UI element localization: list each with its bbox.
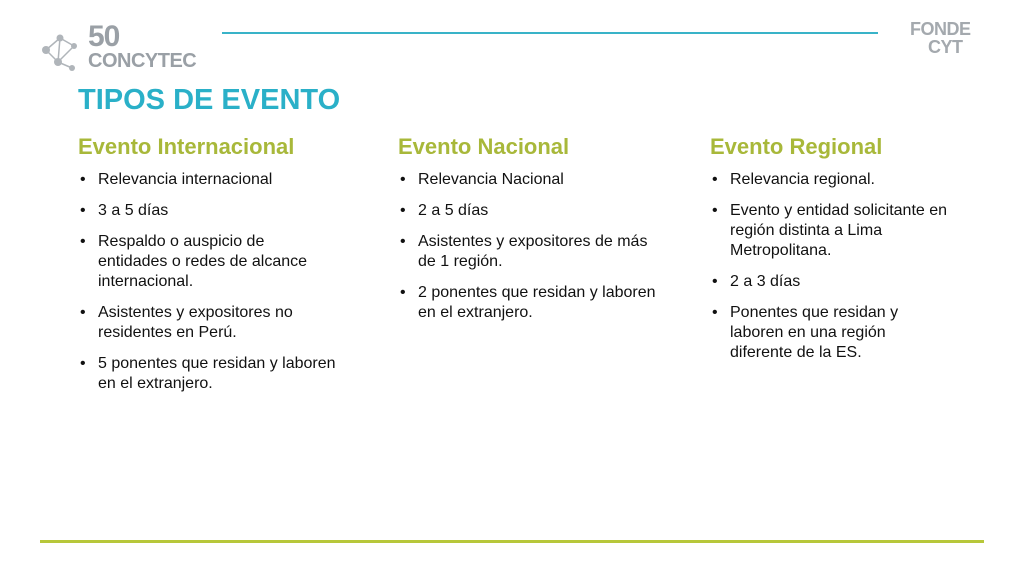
molecule-icon <box>38 28 84 74</box>
page-title: TIPOS DE EVENTO <box>78 84 341 116</box>
list-item: • 2 a 5 días <box>400 202 489 219</box>
column-nacional <box>398 134 658 334</box>
list-item: • Evento y entidad solicitante en región distinta a Lima Metropolitana. <box>712 202 948 259</box>
column-regional <box>710 134 950 374</box>
fondecyt-logo-line2: CYT <box>928 37 963 57</box>
bullet-list <box>398 170 658 323</box>
column-heading: Evento Regional <box>710 134 883 159</box>
list-item: • Respaldo o auspicio de entidades o redes de alcance internacional. <box>80 233 308 290</box>
bullet-list <box>78 170 338 394</box>
list-item: • Relevancia internacional <box>80 171 273 188</box>
fondecyt-logo-line1: FONDE <box>910 19 971 39</box>
list-item: • Ponentes que residan y laboren en una región diferente de la ES. <box>712 304 899 361</box>
list-item: • Asistentes y expositores no residentes en Perú. <box>80 304 293 341</box>
logo-brand-text: CONCYTEC <box>88 50 197 72</box>
list-item: • Relevancia regional. <box>712 171 875 188</box>
fondecyt-logo <box>910 20 988 60</box>
footer-divider <box>40 540 984 543</box>
concytec-logo <box>38 20 197 80</box>
column-heading: Evento Nacional <box>398 134 570 159</box>
bullet-list <box>710 170 950 363</box>
list-item: • Asistentes y expositores de más de 1 región. <box>400 233 648 270</box>
header-divider <box>222 32 878 34</box>
column-heading: Evento Internacional <box>78 134 295 159</box>
list-item: • 5 ponentes que residan y laboren en el extranjero. <box>80 355 336 392</box>
logo-anniversary-number: 50 <box>88 20 120 53</box>
list-item: • Relevancia Nacional <box>400 171 564 188</box>
list-item: • 3 a 5 días <box>80 202 169 219</box>
list-item: • 2 a 3 días <box>712 273 801 290</box>
column-internacional <box>78 134 338 405</box>
list-item: • 2 ponentes que residan y laboren en el extranjero. <box>400 284 656 321</box>
